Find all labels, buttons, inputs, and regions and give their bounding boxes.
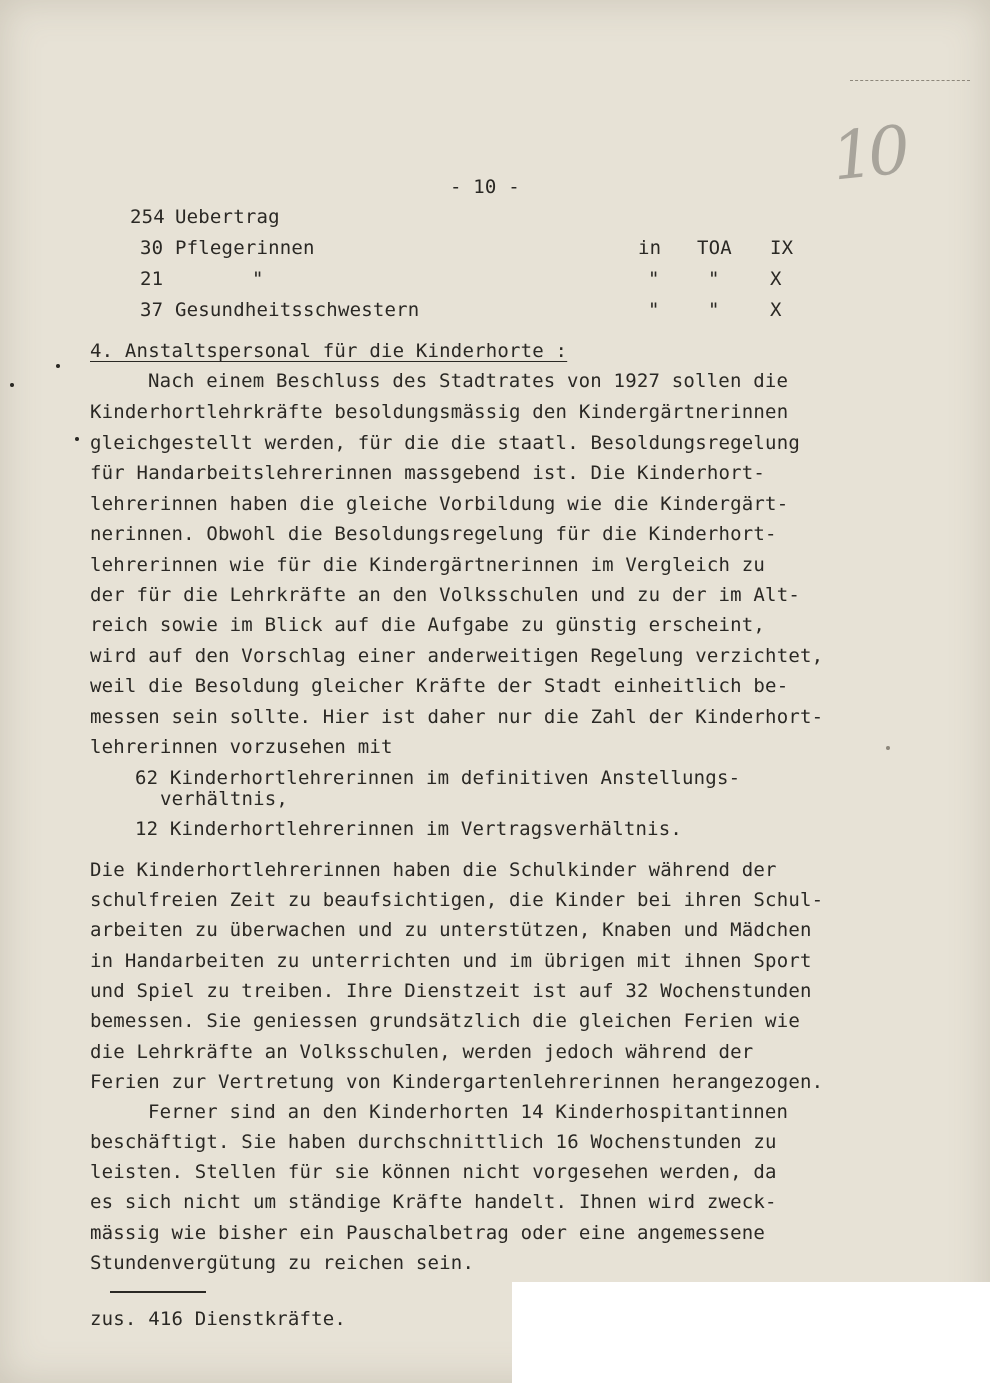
- paragraph-line: lehrerinnen wie für die Kindergärtnerinnen im Vergleich zu: [90, 554, 766, 576]
- table-row-count: 37: [140, 299, 164, 321]
- paragraph-line: Ferner sind an den Kinderhorten 14 Kinderhospitantinnen: [148, 1101, 789, 1123]
- list-item: 12 Kinderhortlehrerinnen im Vertragsverhältnis.: [135, 818, 683, 840]
- paragraph-line: wird auf den Vorschlag einer anderweitigen Regelung verzichtet,: [90, 645, 824, 667]
- table-row-count: 30: [140, 237, 164, 259]
- table-row-count: 21: [140, 268, 164, 290]
- paragraph-line: der für die Lehrkräfte an den Volksschulen und zu der im Alt-: [90, 584, 800, 606]
- paragraph-line: lehrerinnen haben die gleiche Vorbildung wie die Kindergärt-: [90, 493, 789, 515]
- paragraph-line: lehrerinnen vorzusehen mit: [90, 736, 393, 758]
- table-row-toa: ": [708, 299, 720, 321]
- table-row-toa: TOA: [697, 237, 732, 259]
- paragraph-line: arbeiten zu überwachen und zu unterstützen, Knaben und Mädchen: [90, 919, 812, 941]
- table-row-in: ": [648, 299, 660, 321]
- paragraph-line: mässig wie bisher ein Pauschalbetrag oder eine angemessene: [90, 1222, 766, 1244]
- table-row-label: ": [252, 268, 264, 290]
- scan-speck: [886, 746, 890, 750]
- paragraph-line: Die Kinderhortlehrerinnen haben die Schulkinder während der: [90, 859, 777, 881]
- table-row-in: in: [638, 237, 662, 259]
- table-row-count: 254: [130, 206, 165, 228]
- paragraph-line: Nach einem Beschluss des Stadtrates von 1927 sollen die: [148, 370, 789, 392]
- list-item-continuation: verhältnis,: [160, 788, 289, 810]
- paragraph-line: leisten. Stellen für sie können nicht vorgesehen werden, da: [90, 1161, 777, 1183]
- paragraph-line: die Lehrkräfte an Volksschulen, werden jedoch während der: [90, 1041, 754, 1063]
- paragraph-line: in Handarbeiten zu unterrichten und im übrigen mit ihnen Sport: [90, 950, 812, 972]
- paragraph-line: nerinnen. Obwohl die Besoldungsregelung für die Kinderhort-: [90, 523, 777, 545]
- paragraph-line: messen sein sollte. Hier ist daher nur die Zahl der Kinderhort-: [90, 706, 824, 728]
- table-row-label: Uebertrag: [175, 206, 280, 228]
- divider-rule: [110, 1291, 206, 1293]
- paragraph-line: gleichgestellt werden, für die die staatl. Besoldungsregelung: [90, 432, 800, 454]
- table-row-toa: ": [708, 268, 720, 290]
- page-number: - 10 -: [450, 176, 520, 198]
- section-heading: 4. Anstaltspersonal für die Kinderhorte :: [90, 340, 568, 362]
- paragraph-line: Kinderhortlehrkräfte besoldungsmässig den Kindergärtnerinnen: [90, 401, 789, 423]
- paragraph-line: weil die Besoldung gleicher Kräfte der Stadt einheitlich be-: [90, 675, 789, 697]
- scan-background: [512, 1282, 1000, 1383]
- scan-speck: [10, 383, 14, 387]
- paragraph-line: beschäftigt. Sie haben durchschnittlich 16 Wochenstunden zu: [90, 1131, 777, 1153]
- paragraph-line: für Handarbeitslehrerinnen massgebend ist. Die Kinderhort-: [90, 462, 766, 484]
- paragraph-line: schulfreien Zeit zu beaufsichtigen, die Kinder bei ihren Schul-: [90, 889, 824, 911]
- paragraph-line: bemessen. Sie geniessen grundsätzlich die gleichen Ferien wie: [90, 1010, 800, 1032]
- scan-speck: [56, 364, 60, 368]
- pencil-mark: [850, 80, 970, 81]
- handwritten-page-number: 10: [828, 111, 908, 196]
- scan-speck: [75, 437, 79, 441]
- table-row-label: Pflegerinnen: [175, 237, 315, 259]
- total-line: zus. 416 Dienstkräfte.: [90, 1308, 347, 1330]
- table-row-grade: IX: [770, 237, 794, 259]
- list-item: 62 Kinderhortlehrerinnen im definitiven Anstellungs-: [135, 767, 741, 789]
- table-row-in: ": [648, 268, 660, 290]
- table-row-grade: X: [770, 268, 782, 290]
- table-row-label: Gesundheitsschwestern: [175, 299, 420, 321]
- paragraph-line: und Spiel zu treiben. Ihre Dienstzeit ist auf 32 Wochenstunden: [90, 980, 812, 1002]
- paragraph-line: Stundenvergütung zu reichen sein.: [90, 1252, 475, 1274]
- table-row-grade: X: [770, 299, 782, 321]
- paragraph-line: reich sowie im Blick auf die Aufgabe zu günstig erscheint,: [90, 614, 766, 636]
- paragraph-line: Ferien zur Vertretung von Kindergartenlehrerinnen herangezogen.: [90, 1071, 824, 1093]
- paragraph-line: es sich nicht um ständige Kräfte handelt. Ihnen wird zweck-: [90, 1191, 777, 1213]
